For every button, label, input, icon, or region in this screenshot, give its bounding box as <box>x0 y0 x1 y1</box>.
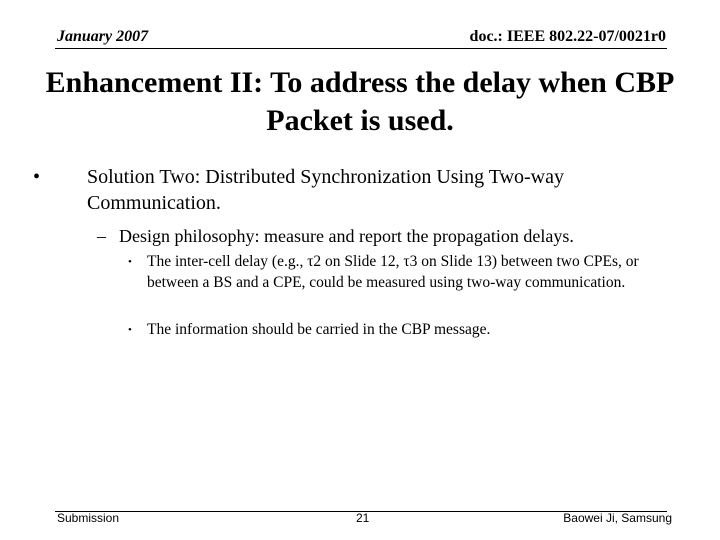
header-date: January 2007 <box>57 28 149 45</box>
footer-submission: Submission <box>57 511 120 525</box>
bullet-level3 <box>128 320 673 341</box>
footer-page-number: 21 <box>356 511 370 525</box>
bullet-text: The inter-cell delay (e.g., τ2 on Slide 12, τ3 on Slide 13) between two CPEs, or between a BS and a CPE, could be measured using two-way communication. <box>147 253 639 291</box>
bullet-level1 <box>33 164 673 216</box>
footer-author: Baowei Ji, Samsung <box>563 511 672 525</box>
header-divider <box>55 48 667 49</box>
bullet-text: The information should be carried in the CBP message. <box>147 321 491 338</box>
header-doc-id: doc.: IEEE 802.22-07/0021r0 <box>469 28 666 45</box>
bullet-level2 <box>97 224 677 248</box>
bullet-marker: • <box>128 324 132 336</box>
bullet-level3 <box>128 252 673 293</box>
dash-marker: – <box>97 226 106 246</box>
bullet-text: Design philosophy: measure and report the propagation delays. <box>119 226 574 246</box>
bullet-text: Solution Two: Distributed Synchronization Using Two-way Communication. <box>87 166 564 214</box>
bullet-marker: • <box>128 256 132 268</box>
bullet-marker: • <box>33 166 41 188</box>
slide-title: Enhancement II: To address the delay when CBP Packet is used. <box>45 66 675 137</box>
